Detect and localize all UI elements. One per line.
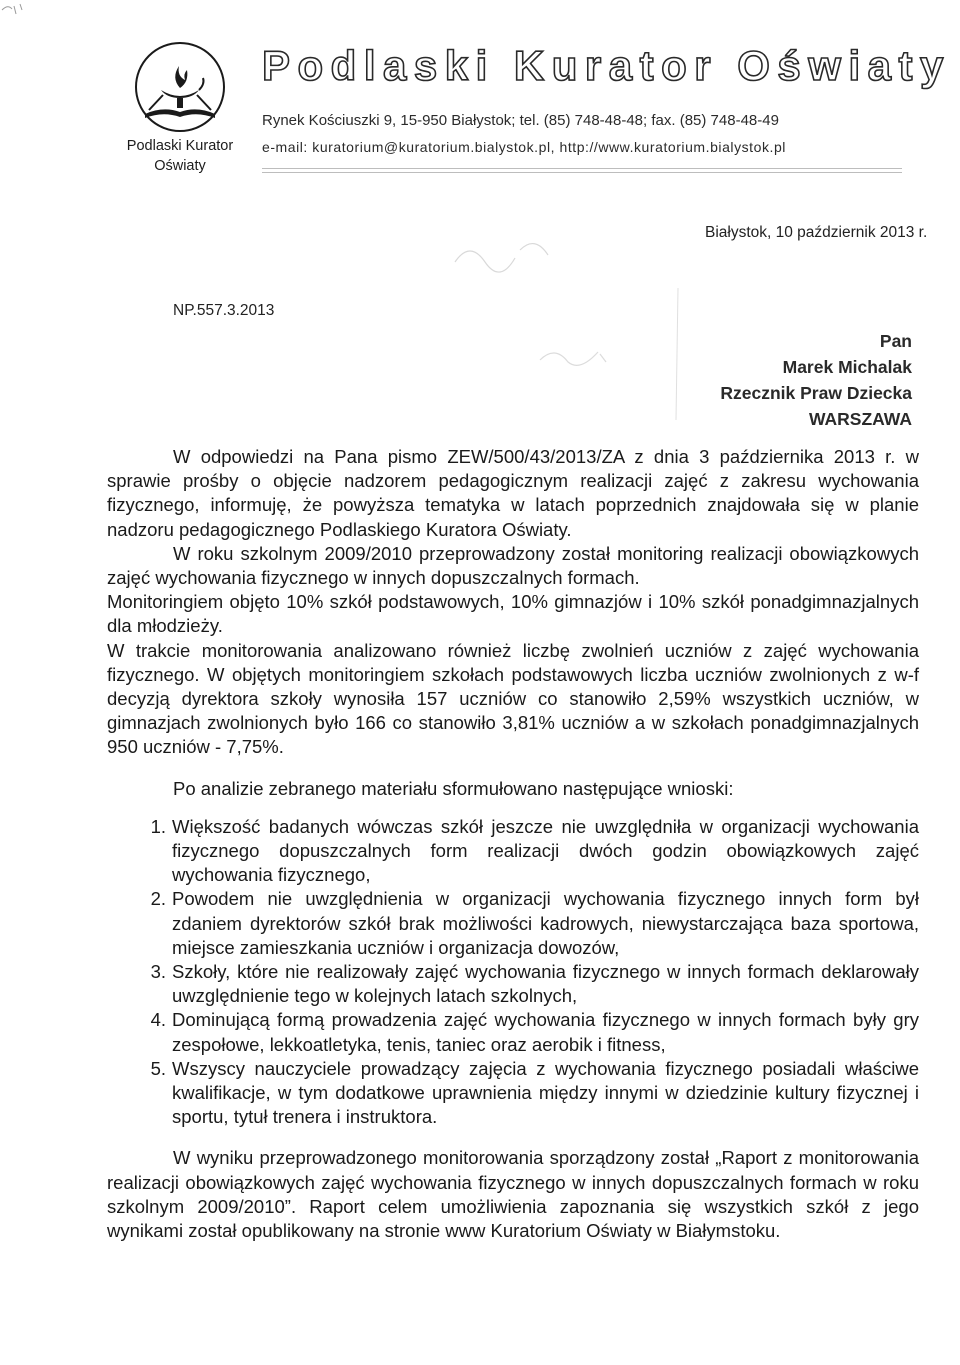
logo-text-line2: Oświaty	[154, 158, 206, 174]
list-item	[107, 815, 919, 888]
list-item	[107, 1008, 919, 1056]
paragraph-exemptions: W trakcie monitorowania analizowano również liczbę zwolnień uczniów z zajęć wychowania fizycznego. W objętych monitoringiem szkołach podstawowych liczba uczniów zwolnionych z w-f decyzją dyrektora szkoły wynosiła 157 uczniów co stanowiło 2,59% wszystkich uczniów, w gimnazjach zwolnionych było 166 co stanowiło 3,81% uczniów a w szkołach ponadgimnazjalnych 950 uczniów - 7,75%.	[107, 639, 919, 758]
list-number: 2.	[150, 888, 166, 910]
addressee-title: Rzecznik Praw Dziecka	[720, 383, 912, 403]
letterhead-address: Rynek Kościuszki 9, 15-950 Białystok; tel. (85) 748-48-48; fax. (85) 748-48-49	[262, 112, 779, 129]
list-item-text: Większość badanych wówczas szkół jeszcze nie uwzględniła w organizacji wychowania fizycznego dopuszczalnych form realizacji dwóch godzin obowiązkowych zajęć wychowania fizycznego,	[172, 815, 919, 886]
list-item-text: Wszyscy nauczyciele prowadzący zajęcia z wychowania fizycznego posiadali właściwe kwalifikacje, w tym dodatkowe uprawnienia między innymi w dziedzinie kultury fizycznej i sportu, tytuł trenera i instruktora.	[172, 1057, 919, 1128]
spacer	[107, 1129, 919, 1146]
paragraph-reply: W odpowiedzi na Pana pismo ZEW/500/43/2013/ZA z dnia 3 października 2013 r. w sprawie prośby o objęcie nadzorem pedagogicznym realizacji zajęć z zakresu wychowania fizycznego, informuję, że powyższa tematyka w latach poprzednich znajdowała się w planie nadzoru pedagogicznego Podlaskiego Kuratora Oświaty.	[107, 446, 919, 540]
list-number: 4.	[150, 1009, 166, 1031]
letter-date: Białystok, 10 październik 2013 r.	[705, 224, 928, 241]
lamp-book-emblem-icon	[133, 40, 227, 134]
addressee-block	[720, 328, 912, 432]
list-number: 5.	[150, 1057, 166, 1079]
addressee-name: Marek Michalak	[782, 357, 912, 377]
list-item	[107, 960, 919, 1008]
conclusions-list	[107, 815, 919, 1130]
list-item-text: Szkoły, które nie realizowały zajęć wychowania fizycznego w innych formach deklarowały uwzględnienie tego w kolejnych latach szkolnych,	[172, 961, 919, 1007]
list-number: 1.	[150, 815, 166, 837]
paragraph-monitoring: W roku szkolnym 2009/2010 przeprowadzony został monitoring realizacji obowiązkowych zajęć wychowania fizycznego w innych dopuszczalnych formach.	[107, 542, 919, 589]
list-item-text: Powodem nie uwzględnienia w organizacji wychowania fizycznego innych form był zdaniem dyrektorów szkół brak możliwości kadrowych, niewystarczająca baza sportowa, miejsce zamieszkania uczniów i organizacja dowozów,	[172, 888, 919, 958]
conclusions-intro: Po analizie zebranego materiału sformułowano następujące wnioski:	[173, 777, 734, 799]
spacer	[107, 760, 919, 777]
letter-body	[107, 445, 919, 1243]
list-item-text: Dominującą formą prowadzenia zajęć wychowania fizycznego w innych formach były gry zespołowe, lekkoatletyka, tenis, taniec oraz aerobik i fitness,	[172, 1009, 919, 1055]
letterhead-divider	[262, 168, 902, 173]
list-number: 3.	[150, 961, 166, 983]
list-item	[107, 1057, 919, 1130]
kuratorium-logo	[110, 40, 250, 190]
logo-text-line1: Podlaski Kurator	[126, 138, 234, 154]
letterhead-title: Podlaski Kurator Oświaty	[262, 42, 951, 89]
reference-number: NP.557.3.2013	[173, 302, 275, 319]
letterhead-email: e-mail: kuratorium@kuratorium.bialystok.pl, http://www.kuratorium.bialystok.pl	[262, 139, 786, 155]
paragraph-scope: Monitoringiem objęto 10% szkół podstawowych, 10% gimnazjów i 10% szkół ponadgimnazjalnych dla młodzieży.	[107, 591, 919, 637]
paragraph-report: W wyniku przeprowadzonego monitorowania sporządzony został „Raport z monitorowania realizacji obowiązkowych zajęć wychowania fizycznego w innych dopuszczalnych formach w roku szkolnym 2009/2010”. Raport celem umożliwienia zapoznania się wszystkich szkół z jego wynikami został opublikowany na stronie www Kuratorium Oświaty w Białymstoku.	[107, 1147, 919, 1242]
list-item	[107, 887, 919, 960]
addressee-city: WARSZAWA	[808, 409, 912, 429]
addressee-salutation: Pan	[879, 331, 912, 351]
